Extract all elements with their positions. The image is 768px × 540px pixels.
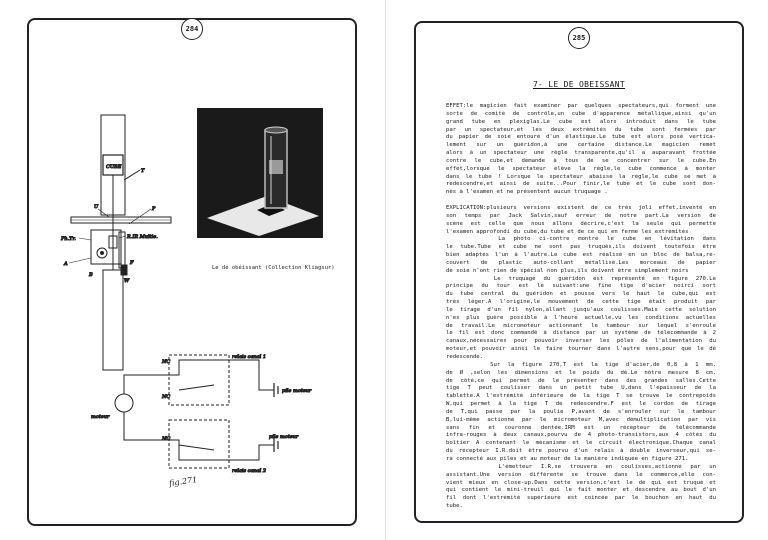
text-line: ra connecté aux piles et au moteur de la manière indiquée en figure 271. xyxy=(446,455,689,462)
text-line: B,lui-même actionné par le micromoteur M,avec démultiplication par vis xyxy=(446,416,716,423)
text-line: redescendre,et ainsi de suite...Pour finir,le tube et le cube sont don- xyxy=(446,181,716,188)
text-line: le fil est donc commandé à distance par un système de télécommande à 2 xyxy=(446,330,716,337)
label-pile-moteur-2: pile moteur xyxy=(269,434,299,440)
text-line: effet,lorsque le spectateur élève la règle,le cube commence à monter xyxy=(446,165,716,172)
text-line: le tirage d'un fil nylon,allant jusqu'aux coulisses.Mais cette solution xyxy=(446,306,716,313)
chapter-title: 7- LE DE OBEISSANT xyxy=(532,80,626,89)
text-line: très léger.A l'origine,le mouvement de cette tige était produit par xyxy=(446,299,716,306)
text-line: L'émetteur I.R.se trouvera en coulisses,actionné par un xyxy=(446,463,716,470)
right-page xyxy=(414,21,744,523)
label-t: T xyxy=(141,168,145,174)
cube-tube-photo xyxy=(197,108,323,238)
apparatus-diagram xyxy=(29,20,359,528)
label-ph: Ph.Tr. xyxy=(61,236,76,242)
text-line: sorte de comité de contrôle,un cube d'apparence métallique,ainsi qu'un xyxy=(446,110,716,117)
text-line: tube. xyxy=(446,503,463,510)
text-line: boîtier A contenant le mécanisme et le circuit électronique.Chaque canal xyxy=(446,440,716,447)
left-page xyxy=(27,18,357,526)
text-line: moteur,et pouvoir ainsi le faire tourner dans l'autre sens,pour que le dé xyxy=(446,346,716,353)
label-u: U xyxy=(94,204,99,210)
label-a: A xyxy=(64,261,68,267)
page-number-left: 284 xyxy=(181,18,203,40)
label-cube: CUBE xyxy=(106,164,122,170)
label-f: F xyxy=(130,260,134,266)
text-line: W,qui permet à la tige T de redescendre.F est le cordon de tirage xyxy=(446,401,716,408)
text-line: par un spectateur,et les deux extrémités du tube sont fermées par xyxy=(446,126,716,133)
text-line: assistant.Une version différente se trouve dans le commerce,elle con- xyxy=(446,471,716,478)
text-line: de Ø ,selon les dimensions et le poids du dé.Le nôtre mesure 8 cm. xyxy=(446,369,716,376)
text-line: de soie n'ont rien de spécial non plus,ils doivent être simplement noirs xyxy=(446,267,689,274)
text-line: grand tube en plexiglas.Le cube est alors introduit dans le tube xyxy=(446,118,716,125)
text-line: Le truquage du guéridon est représenté en figure 270.Le xyxy=(446,275,716,282)
label-nc-3: NC xyxy=(162,436,171,442)
text-line: n'es plus guère possible à l'heure actuelle,vu les conditions actuelles xyxy=(446,314,716,321)
text-line: fil dont l'extrémité supérieure est coincée par le bouchon en haut du xyxy=(446,495,716,502)
text-line: nés à l'examen et ne présentent aucun truquage . xyxy=(446,189,608,196)
text-line: qui contient le mini-treuil qui le fait monter et descendre au bout d'un xyxy=(446,487,716,494)
text-line: bien adaptés l'un à l'autre.Le cube est réalisé en un bloc de balsa,re- xyxy=(446,252,716,259)
body-text xyxy=(446,103,716,511)
text-line: redescende. xyxy=(446,354,484,360)
text-line: lement sur un guéridon,à une certaine distance.Le magicien remet xyxy=(446,142,716,149)
text-line: scène est celle que nous allons décrire,c'est la seule qui permette xyxy=(446,220,716,227)
label-w: W xyxy=(124,278,130,284)
text-line: canaux,nécessaires pour pouvoir inverser les pôles de l'alimentation du xyxy=(446,338,716,345)
label-b: B xyxy=(89,272,93,278)
text-line: sans fin et couronne dentée.IRM est un récepteur de télécommande xyxy=(446,424,716,431)
text-line: du tube central du guéridon et pousse vers le haut le cube,qui est xyxy=(446,291,716,298)
text-line: EFFET:le magicien fait examiner par quelques spectateurs,qui forment une xyxy=(446,103,716,109)
text-line: tablette.A l'extrémité inférieure de la tige T se trouve le contrepoids xyxy=(446,393,716,400)
label-p: P xyxy=(152,206,156,212)
label-nc-1: NC xyxy=(162,359,171,365)
text-line: son temps par Jack Salvin,sauf erreur de notre part.La version de xyxy=(446,212,716,219)
label-relais-2: relais canal 2 xyxy=(232,468,267,474)
text-line: du papier de soie entouré d'un élastique.Le tube est alors posé vertica- xyxy=(446,134,716,141)
text-line: EXPLICATION:plusieurs versions existent de ce très joli effet,inventé en xyxy=(446,204,716,211)
figure-label: fig.271 xyxy=(168,475,198,488)
text-line: vient mieux en close-up.Dans cette version,c'est le dé qui est truqué et xyxy=(446,479,716,486)
page-number-right: 285 xyxy=(568,27,590,49)
label-nc-2: NC xyxy=(162,394,171,400)
text-line: Sur la figure 270,T est la tige d'acier,de 0,8 à 1 mm. xyxy=(446,361,716,368)
text-line: de côté,ce qui permet de le présenter dans des grandes salles.Cette xyxy=(446,377,716,384)
text-line: du récepteur I.R.doit être pourvu d'un relais à double inverseur,qui se- xyxy=(446,448,716,455)
book-gutter xyxy=(385,0,386,540)
text-line: alors à un spectateur une règle transparente,qu'il a auparavant frottée xyxy=(446,150,716,157)
text-line: infra-rouges à deux canaux,pourvu de 4 photo-transistors,aux 4 côtés du xyxy=(446,432,716,439)
text-line: de travail.Le micromoteur actionnant le tambour sur lequel s'enroule xyxy=(446,322,716,329)
text-line: tige T peut coulisser dans un petit tube U,dans l'épaisseur de la xyxy=(446,385,716,392)
text-line: de T,qui passe par la poulie P,avant de s'enrouler sur le tambour xyxy=(446,408,716,415)
text-line: le tube.Tube et cube ne sont pas truqués,ils doivent toutefois être xyxy=(446,244,716,251)
text-line xyxy=(446,197,716,205)
text-line: dans le tube ! Lorsque le spectateur abaisse la règle,le cube se met à xyxy=(446,173,716,180)
label-relais-1: relais canal 1 xyxy=(232,354,267,360)
label-pile-moteur-1: pile moteur xyxy=(282,388,312,394)
text-line: contre le cube,et demande à tous de se concentrer sur le cube.En xyxy=(446,157,716,164)
text-line: couvert de plastic auto-collant métallisé.Les morceaux de papier xyxy=(446,259,716,266)
text-line: La photo ci-contre montre le cube en lévitation dans xyxy=(446,236,716,243)
photo-caption: Le dé obéissant (Collection Kliagsur) xyxy=(212,265,335,271)
text-line: principe du tour est le suivant:une fine tige d'acier noirci sort xyxy=(446,283,716,290)
text-line: l'examen approfondi du cube,du tube et de ce qui en ferme les extrémités xyxy=(446,228,689,235)
label-r: R.IR Multie. xyxy=(127,234,158,240)
label-moteur: moteur xyxy=(91,414,110,420)
